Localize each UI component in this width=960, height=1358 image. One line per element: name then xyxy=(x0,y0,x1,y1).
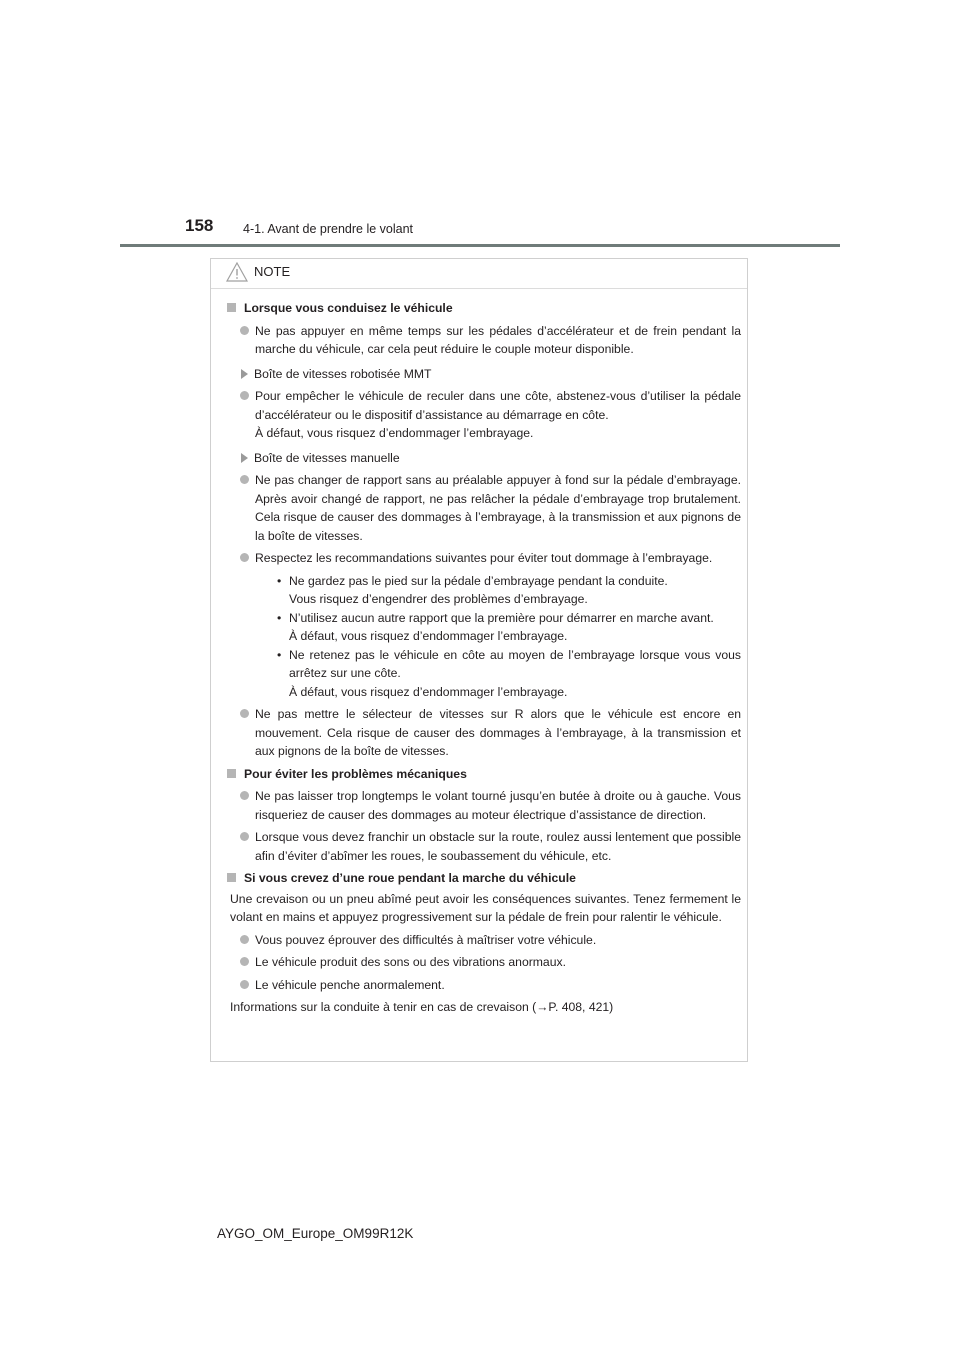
paragraph: Une crevaison ou un pneu abîmé peut avoir les conséquences suivantes. Tenez fermement le volant en mains et appuyez progressivement sur la pédale de frein pour ralentir le véhicule. xyxy=(230,891,741,924)
note-body xyxy=(211,289,747,1017)
warning-triangle-icon xyxy=(226,262,248,282)
list-item: Pour empêcher le véhicule de reculer dans une côte, abstenez-vous d’utiliser la pédale d’accélérateur ou le dispositif d’assistance au démarrage en côte. À défaut, vous risquez d’endommager l’embrayage. xyxy=(240,387,741,443)
circle-bullet-icon xyxy=(240,935,249,944)
list-item: Ne pas appuyer en même temps sur les pédales d’accélérateur et de frein pendant la marche du véhicule, car cela peut réduire le couple moteur disponible. xyxy=(240,322,741,359)
note-box xyxy=(210,258,748,1062)
list-item: Lorsque vous devez franchir un obstacle sur la route, roulez aussi lentement que possible afin d’éviter d’abîmer les roues, le soubassement du véhicule, etc. xyxy=(240,828,741,865)
document-code: AYGO_OM_Europe_OM99R12K xyxy=(217,1226,414,1241)
circle-bullet-icon xyxy=(240,791,249,800)
circle-bullet-icon xyxy=(240,326,249,335)
section-heading: Lorsque vous conduisez le véhicule xyxy=(227,299,741,318)
section-heading: Si vous crevez d’une roue pendant la marche du véhicule xyxy=(227,869,741,888)
note-header xyxy=(211,259,747,289)
section-title: 4-1. Avant de prendre le volant xyxy=(243,222,414,236)
page-number: 158 xyxy=(185,216,214,235)
circle-bullet-icon xyxy=(240,553,249,562)
list-item: Ne pas mettre le sélecteur de vitesses sur R alors que le véhicule est encore en mouvement. Cela risque de causer des dommages à l’embrayage, à la transmission et aux pignons de la boîte de vitesses. xyxy=(240,705,741,761)
circle-bullet-icon xyxy=(240,709,249,718)
sub-list-item: • Ne retenez pas le véhicule en côte au moyen de l’embrayage lorsque vous vous arrêtez sur une côte. À défaut, vous risquez d’endommager l’embrayage. xyxy=(277,647,741,699)
triangle-arrow-icon xyxy=(241,453,248,463)
list-item: Vous pouvez éprouver des difficultés à maîtriser votre véhicule. xyxy=(240,931,741,950)
circle-bullet-icon xyxy=(240,957,249,966)
subheading-item: Boîte de vitesses robotisée MMT xyxy=(240,365,741,384)
square-bullet-icon xyxy=(227,303,236,312)
subheading-item: Boîte de vitesses manuelle xyxy=(240,449,741,468)
square-bullet-icon xyxy=(227,769,236,778)
list-item: Le véhicule produit des sons ou des vibrations anormaux. xyxy=(240,953,741,972)
note-label: NOTE xyxy=(254,264,291,279)
section-heading: Pour éviter les problèmes mécaniques xyxy=(227,765,741,784)
list-item: Le véhicule penche anormalement. xyxy=(240,976,741,995)
header-divider xyxy=(120,244,840,247)
circle-bullet-icon xyxy=(240,832,249,841)
list-item: Respectez les recommandations suivantes pour éviter tout dommage à l’embrayage. • Ne gardez pas le pied sur la pédale d’embrayage pendant la conduite. Vous risquez d’engendrer des problèmes d’embrayage. • N’utilisez aucun autre rapport que la première pour démarrer en marche avant. À défaut, vous risquez d’endommager l’embrayage. • Ne retenez pas le véhicule en côte au moyen de l’embrayage lorsque vous vous arrêtez sur une côte. À défaut, vous risquez d’endommager l’embrayage. xyxy=(240,549,741,701)
sub-list-item: • Ne gardez pas le pied sur la pédale d’embrayage pendant la conduite. Vous risquez d’engendrer des problèmes d’embrayage. xyxy=(277,573,668,606)
list-item: Ne pas laisser trop longtemps le volant tourné jusqu’en butée à droite ou à gauche. Vous risqueriez de causer des dommages au moteur électrique d’assistance de direction. xyxy=(240,787,741,824)
cross-reference: Informations sur la conduite à tenir en cas de crevaison (→P. 408, 421) xyxy=(230,1000,614,1014)
triangle-arrow-icon xyxy=(241,369,248,379)
sub-list xyxy=(277,572,741,702)
circle-bullet-icon xyxy=(240,475,249,484)
circle-bullet-icon xyxy=(240,391,249,400)
sub-list-item: • N’utilisez aucun autre rapport que la première pour démarrer en marche avant. À défaut, vous risquez d’endommager l’embrayage. xyxy=(277,610,714,643)
square-bullet-icon xyxy=(227,873,236,882)
circle-bullet-icon xyxy=(240,980,249,989)
list-item: Ne pas changer de rapport sans au préalable appuyer à fond sur la pédale d’embrayage. Après avoir changé de rapport, ne pas relâcher la pédale d’embrayage trop brutalement. Cela risque de causer des dommages à l’embrayage, à la transmission et aux pignons de la boîte de vitesses. xyxy=(240,471,741,545)
